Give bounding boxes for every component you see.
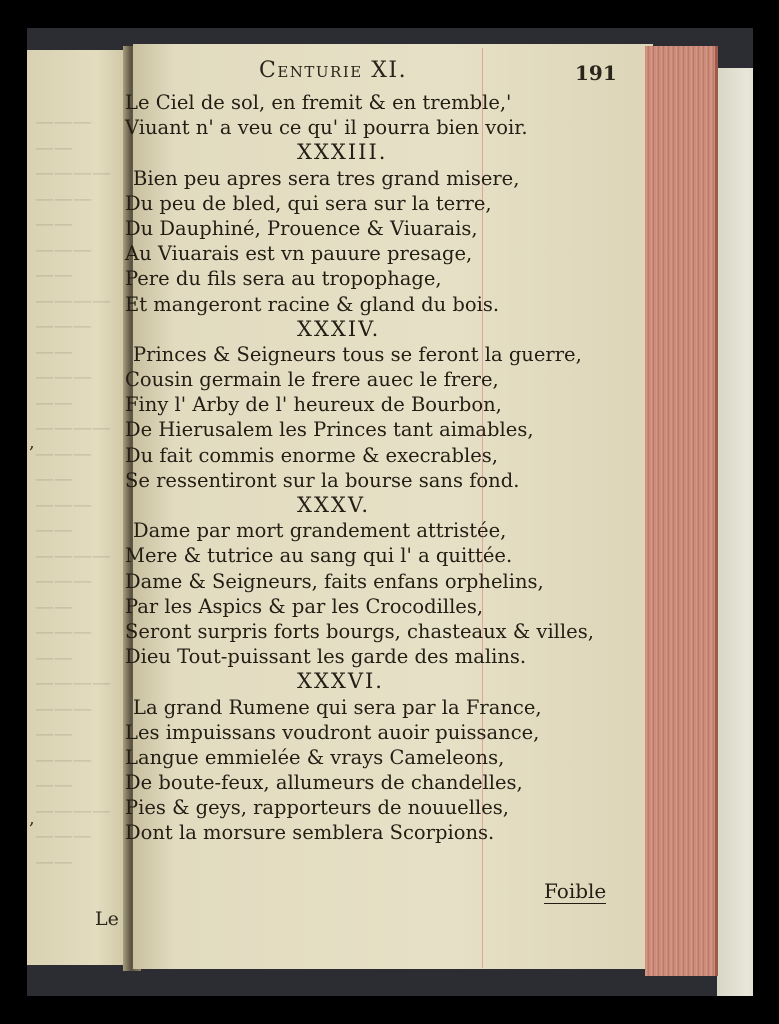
verse-line: Princes & Seigneurs tous se feront la guerre, — [133, 342, 582, 366]
verse-line: Pere du fils sera au tropophage, — [125, 267, 442, 291]
left-page-bleedthrough: ——— —— ———— ——— —— ——— —— ———— ——— —— ——— —— ———— ——— —— ——— —— ———— ——— —— ——— —— ———— ——— —— ——— —— ———— ——— —— — [35, 111, 111, 873]
verse-line: Se ressentiront sur la bourse sans fond. — [125, 468, 520, 492]
quatrain-number: XXXIII. — [297, 140, 388, 165]
catchword: Foible — [544, 879, 607, 903]
verse-line: Du fait commis enorme & execrables, — [125, 443, 498, 467]
verse-line: Viuant n' a veu ce qu' il pourra bien voir. — [125, 116, 528, 140]
verse-text — [125, 90, 645, 846]
running-headline: Centurie XI. — [259, 58, 408, 83]
verse-line: Du Dauphiné, Prouence & Viuarais, — [125, 216, 478, 240]
verse-line: Dame & Seigneurs, faits enfans orphelins, — [125, 569, 544, 593]
verse-line: Du peu de bled, qui sera sur la terre, — [125, 191, 492, 215]
verse-line: Finy l' Arby de l' heureux de Bourbon, — [125, 393, 502, 417]
verse-line: La grand Rumene qui sera par la France, — [133, 695, 542, 719]
verse-line: Les impuissans voudront auoir puissance, — [125, 720, 540, 744]
verse-line: De Hierusalem les Princes tant aimables, — [125, 418, 534, 442]
verse-line: Le Ciel de sol, en fremit & en tremble,' — [125, 91, 512, 114]
left-page-comma-mark: , — [29, 808, 35, 829]
page-block-edge — [645, 46, 718, 976]
scanned-book-spread — [27, 28, 753, 996]
verse-line: Pies & geys, rapporteurs de nouuelles, — [125, 796, 509, 820]
page-number: 191 — [575, 61, 617, 85]
quatrain-number: XXXVI. — [297, 669, 384, 694]
left-page — [27, 50, 127, 965]
verse-line: Langue emmielée & vrays Cameleons, — [125, 745, 505, 769]
left-page-catchword: Le — [95, 908, 119, 930]
book-cover-board — [717, 68, 753, 996]
verse-line: Au Viuarais est vn pauure presage, — [125, 242, 473, 266]
quatrain-number: XXXV. — [297, 493, 371, 517]
verse-line: Bien peu apres sera tres grand misere, — [133, 166, 520, 190]
verse-line: De boute-feux, allumeurs de chandelles, — [125, 771, 523, 795]
quatrain-number: XXXIV. — [297, 316, 381, 341]
verse-line: Mere & tutrice au sang qui l' a quittée. — [125, 544, 513, 568]
verse-line: Et mangeront racine & gland du bois. — [125, 292, 500, 316]
left-page-comma-mark: , — [29, 432, 35, 453]
verse-line: Par les Aspics & par les Crocodilles, — [125, 594, 484, 618]
verse-line: Seront surpris forts bourgs, chasteaux & villes, — [125, 619, 594, 643]
verse-line: Dieu Tout-puissant les garde des malins. — [125, 645, 527, 669]
verse-line: Dame par mort grandement attristée, — [133, 519, 507, 543]
verse-line: Dont la morsure semblera Scorpions. — [125, 821, 495, 845]
verse-line: Cousin germain le frere auec le frere, — [125, 368, 499, 392]
